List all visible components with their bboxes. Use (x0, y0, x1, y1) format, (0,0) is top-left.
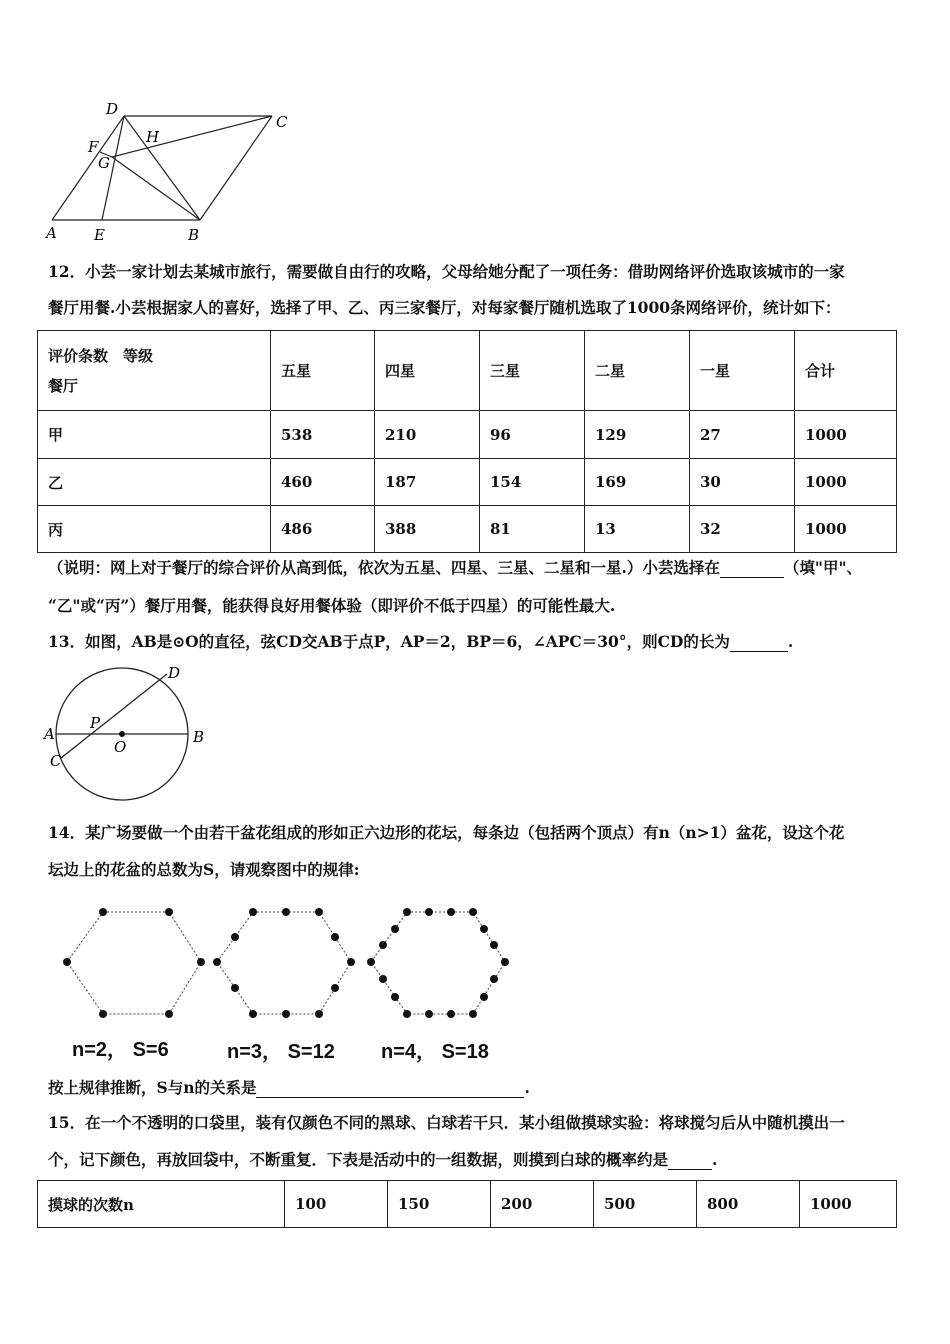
label-D: D (106, 100, 119, 118)
flower-pots-n3 (213, 908, 355, 1018)
q15-header: 摸球的次数n (38, 1181, 285, 1228)
q12-header-top: 评价条数 等级 (48, 346, 154, 365)
q12-row-name: 丙 (38, 506, 271, 553)
q15-line2-post: . (712, 1150, 718, 1169)
label-C: C (276, 113, 288, 131)
q12-note-line1 (48, 558, 908, 578)
table-cell: 388 (375, 506, 480, 553)
hex-caption-n4: n=4， S=18 (381, 1041, 489, 1063)
table-cell: 1000 (800, 1181, 897, 1228)
label-O: O (114, 738, 127, 756)
q15-line2-pre: 个，记下颜色，再放回袋中，不断重复．下表是活动中的一组数据，则摸到白球的概率约是 (48, 1150, 669, 1169)
q12-col-header: 四星 (375, 331, 480, 411)
q12-line2: 餐厅用餐.小芸根据家人的喜好，选择了甲、乙、丙三家餐厅，对每家餐厅随机选取了1000条网络评价，统计如下： (48, 298, 841, 317)
table-cell: 27 (690, 411, 795, 459)
q15-line1: 15．在一个不透明的口袋里，装有仅颜色不同的黑球、白球若干只．某小组做摸球实验：将球搅匀后从中随机摸出一 (48, 1113, 845, 1132)
table-cell: 800 (697, 1181, 800, 1228)
q12-row-name: 乙 (38, 459, 271, 506)
table-cell: 210 (375, 411, 480, 459)
table-cell: 129 (585, 411, 690, 459)
table-cell: 1000 (795, 506, 897, 553)
answer-blank[interactable] (730, 635, 788, 652)
q15-table (37, 1180, 897, 1228)
q12-header-bottom: 餐厅 (48, 376, 79, 395)
table-cell: 200 (491, 1181, 594, 1228)
label-B: B (188, 226, 200, 244)
label-D: D (168, 664, 181, 682)
table-row (38, 459, 897, 506)
hex-caption-n2: n=2， S=6 (72, 1039, 169, 1061)
answer-blank[interactable] (256, 1081, 524, 1098)
q12-note-line2: “乙"或“丙”）餐厅用餐，能获得良好用餐体验（即评价不低于四星）的可能性最大. (48, 596, 616, 615)
q12-table-header-row (38, 331, 897, 411)
hex-caption-n3: n=3， S=12 (227, 1041, 335, 1063)
q12-col-header: 合计 (795, 331, 897, 411)
table-cell: 1000 (795, 459, 897, 506)
q12-line1: 12．小芸一家计划去某城市旅行，需要做自由行的攻略，父母给她分配了一项任务：借助网络评价选取该城市的一家 (48, 262, 845, 281)
label-A: A (44, 725, 55, 743)
table-cell: 1000 (795, 411, 897, 459)
table-cell: 486 (271, 506, 375, 553)
table-cell: 100 (285, 1181, 388, 1228)
flower-pots-n4 (367, 908, 509, 1018)
label-B: B (193, 728, 205, 746)
q14-question-post: . (524, 1078, 530, 1097)
q12-note-post: （填"甲"、 (783, 558, 863, 577)
q12-col-header: 一星 (690, 331, 795, 411)
q14-question (48, 1078, 908, 1098)
flower-pots-n2 (63, 908, 205, 1018)
table-cell: 460 (271, 459, 375, 506)
table-cell: 538 (271, 411, 375, 459)
table-cell: 32 (690, 506, 795, 553)
circle-figure (40, 662, 220, 807)
answer-blank[interactable] (668, 1153, 712, 1170)
q12-note-pre: （说明：网上对于餐厅的综合评价从高到低，依次为五星、四星、三星、二星和一星.）小芸选择在 (48, 558, 720, 577)
q14-line2: 坛边上的花盆的总数为S，请观察图中的规律: (48, 860, 360, 879)
q12-col-header: 五星 (271, 331, 375, 411)
table-cell: 96 (480, 411, 585, 459)
table-row (38, 411, 897, 459)
table-cell: 169 (585, 459, 690, 506)
table-cell: 13 (585, 506, 690, 553)
table-cell: 81 (480, 506, 585, 553)
q14-line1: 14．某广场要做一个由若干盆花组成的形如正六边形的花坛，每条边（包括两个顶点）有n（n>1）盆花，设这个花 (48, 823, 845, 842)
q12-table (37, 330, 897, 553)
answer-blank[interactable] (720, 561, 784, 578)
q13-text-pre: 13．如图，AB是⊙O的直径，弦CD交AB于点P，AP＝2，BP＝6，∠APC＝30°，则CD的长为 (48, 632, 730, 651)
table-row (38, 1181, 897, 1228)
q14-question-pre: 按上规律推断，S与n的关系是 (48, 1078, 257, 1097)
table-row (38, 506, 897, 553)
label-E: E (94, 226, 105, 244)
q12-col-header: 三星 (480, 331, 585, 411)
q13-text-post: . (787, 632, 794, 651)
label-C: C (50, 752, 62, 770)
table-cell: 187 (375, 459, 480, 506)
q13-text (48, 632, 908, 652)
label-P: P (90, 714, 101, 732)
table-cell: 150 (388, 1181, 491, 1228)
label-A: A (46, 224, 57, 242)
parallelogram-figure (40, 100, 300, 245)
q12-row-name: 甲 (38, 411, 271, 459)
label-H: H (146, 128, 160, 146)
table-cell: 154 (480, 459, 585, 506)
table-cell: 500 (594, 1181, 697, 1228)
q15-line2 (48, 1150, 908, 1170)
label-G: G (98, 154, 110, 172)
label-F: F (88, 138, 99, 156)
table-cell: 30 (690, 459, 795, 506)
q12-header-corner (38, 331, 271, 411)
hexagon-pattern-figure (55, 900, 515, 1030)
q12-col-header: 二星 (585, 331, 690, 411)
